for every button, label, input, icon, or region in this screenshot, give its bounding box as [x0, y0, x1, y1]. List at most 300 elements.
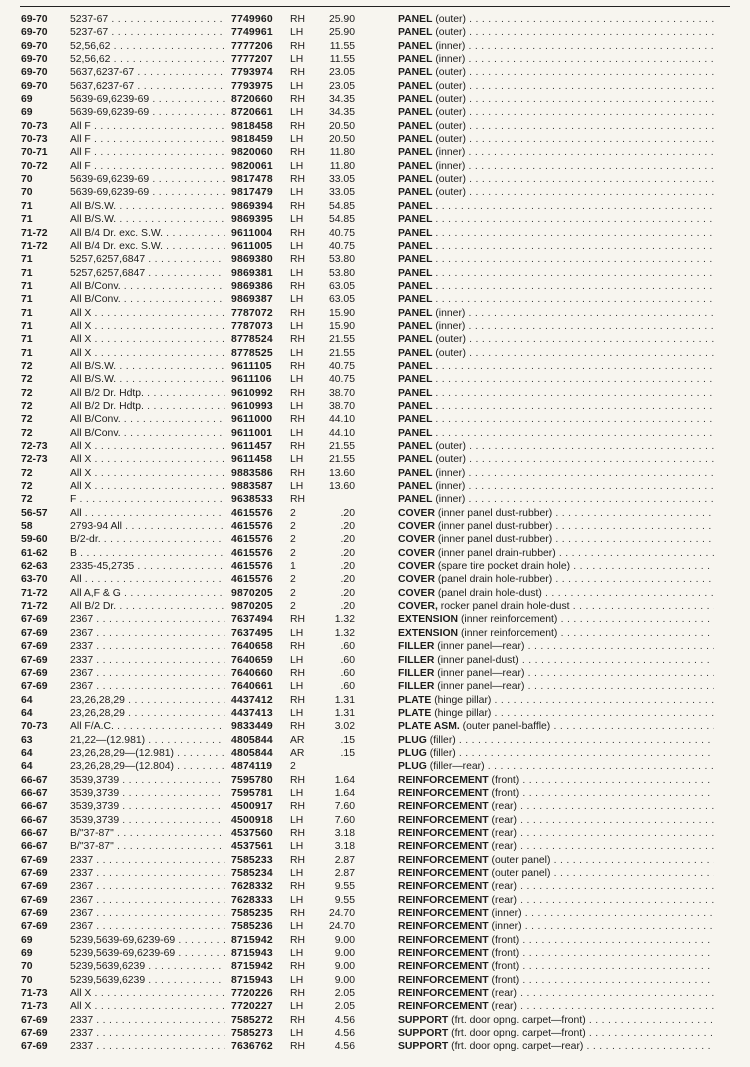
part-number-cell: 7585235 [231, 908, 273, 920]
description-cell [398, 800, 714, 813]
model-cell: All . . . [70, 507, 225, 520]
quantity-cell: RH [290, 40, 306, 52]
year-cell: 69 [21, 934, 33, 946]
year-cell: 59-60 [21, 534, 48, 546]
description-cell [398, 867, 714, 880]
price-cell: 40.75 [328, 374, 355, 386]
year-cell: 67-69 [21, 614, 48, 626]
quantity-cell: LH [290, 374, 304, 386]
list-item [0, 80, 750, 93]
year-cell: 72 [21, 414, 33, 426]
quantity-cell: LH [290, 627, 304, 639]
part-number-cell: 7787073 [231, 320, 273, 332]
model-cell: 5239,5639-69,6239-69 . . . [70, 934, 225, 947]
model-cell: 5639-69,6239-69 . . . [70, 173, 225, 186]
quantity-cell: 2 [290, 601, 296, 613]
year-cell: 67-69 [21, 681, 48, 693]
part-qualifier: (rear) [491, 881, 517, 893]
part-number-cell: 9883587 [231, 481, 273, 493]
description-cell [398, 854, 714, 867]
part-number-cell: 7640659 [231, 654, 273, 666]
year-cell: 69-70 [21, 14, 48, 25]
part-number-cell: 8778525 [231, 347, 273, 359]
model-cell: All B/S.W. . . . [70, 200, 225, 213]
part-qualifier: (filler) [429, 747, 456, 759]
part-number-cell: 7636762 [231, 1041, 273, 1053]
quantity-cell: 2 [290, 547, 296, 559]
description-cell [398, 40, 714, 53]
quantity-cell: RH [290, 414, 306, 426]
price-cell: .60 [340, 667, 355, 679]
model-cell: All X . . . [70, 307, 225, 320]
quantity-cell: RH [290, 881, 306, 893]
part-name: COVER [398, 561, 435, 573]
part-name: PANEL [398, 27, 433, 39]
part-number-cell: 9610993 [231, 400, 273, 412]
price-cell: 3.02 [334, 721, 355, 733]
part-number-cell: 4500917 [231, 801, 273, 813]
list-item [0, 267, 750, 280]
quantity-cell: LH [290, 427, 304, 439]
year-cell: 71-72 [21, 240, 48, 252]
model-cell: 2335-45,2735 . . . [70, 560, 225, 573]
year-cell: 72 [21, 427, 33, 439]
year-cell: 70-72 [21, 160, 48, 172]
list-item [0, 640, 750, 653]
model-cell: 5239,5639,6239 . . . [70, 974, 225, 987]
part-name: COVER [398, 587, 435, 599]
part-qualifier: (outer panel-baffle) [462, 721, 551, 733]
price-cell: 24.70 [328, 921, 355, 933]
model-cell: 2337 . . . [70, 867, 225, 880]
price-cell: 2.87 [334, 854, 355, 866]
list-item [0, 694, 750, 707]
model-cell: All B/Conv. . . . [70, 280, 225, 293]
model-cell: All X . . . [70, 453, 225, 466]
description-cell [398, 333, 714, 346]
part-number-cell: 4537561 [231, 841, 273, 853]
year-cell: 71 [21, 200, 33, 212]
price-cell: 63.05 [328, 294, 355, 306]
price-cell: 24.70 [328, 908, 355, 920]
year-cell: 70 [21, 961, 33, 973]
part-number-cell: 9611458 [231, 454, 273, 466]
part-name: FILLER [398, 654, 435, 666]
year-cell: 69-70 [21, 54, 48, 66]
description-cell [398, 146, 714, 159]
quantity-cell: RH [290, 1041, 306, 1053]
model-cell: B . . . [70, 547, 225, 560]
part-qualifier: (frt. door opng. carpet—front) [451, 1028, 586, 1040]
list-item [0, 93, 750, 106]
part-qualifier: (inner) [435, 307, 466, 319]
part-number-cell: 7585233 [231, 854, 273, 866]
description-cell [398, 640, 714, 653]
part-qualifier: (outer) [435, 334, 466, 346]
list-item [0, 720, 750, 733]
part-name: PANEL [398, 107, 433, 119]
list-item [0, 654, 750, 667]
year-cell: 67-69 [21, 868, 48, 879]
part-number-cell: 9611105 [231, 360, 272, 372]
year-cell: 67-69 [21, 627, 48, 639]
price-cell: 4.56 [334, 1014, 355, 1026]
description-cell [398, 347, 714, 360]
model-cell: 2793-94 All . . . [70, 520, 225, 533]
quantity-cell: LH [290, 80, 304, 92]
year-cell: 66-67 [21, 827, 48, 839]
part-qualifier: (hinge pillar) [434, 707, 492, 719]
description-cell [398, 66, 714, 79]
model-cell: 5639-69,6239-69 . . . [70, 106, 225, 119]
part-qualifier: (outer) [435, 454, 466, 466]
part-number-cell: 8715943 [231, 948, 273, 960]
price-cell: 15.90 [328, 320, 355, 332]
quantity-cell: RH [290, 227, 306, 239]
part-number-cell: 7787072 [231, 307, 273, 319]
price-cell: 21.55 [328, 454, 355, 466]
price-cell: .20 [340, 547, 355, 559]
part-name: REINFORCEMENT [398, 801, 489, 813]
model-cell: 2367 . . . [70, 627, 225, 640]
part-qualifier: (outer) [435, 441, 466, 452]
part-number-cell: 9820060 [231, 147, 273, 159]
model-cell: 5237-67 . . . [70, 13, 225, 26]
year-cell: 69-70 [21, 27, 48, 39]
year-cell: 67-69 [21, 881, 48, 893]
model-cell: All X . . . [70, 333, 225, 346]
part-name: PANEL [398, 40, 433, 52]
quantity-cell: LH [290, 814, 304, 826]
part-qualifier: (inner) [435, 481, 466, 493]
part-name: PANEL [398, 160, 433, 172]
part-number-cell: 7595781 [231, 787, 273, 799]
price-cell: 15.90 [328, 307, 355, 319]
model-cell: 2337 . . . [70, 1040, 225, 1053]
year-cell: 67-69 [21, 908, 48, 920]
part-name: PANEL [398, 400, 433, 412]
part-qualifier: (inner) [491, 921, 522, 933]
part-qualifier: (front) [491, 774, 520, 786]
list-item [0, 493, 750, 506]
year-cell: 64 [21, 747, 33, 759]
year-cell: 70-73 [21, 721, 48, 733]
part-qualifier: (inner panel drain-rubber) [437, 547, 556, 559]
part-name: COVER [398, 574, 435, 586]
part-qualifier: (inner panel dust-rubber) [437, 534, 553, 546]
part-name: PANEL [398, 187, 433, 199]
price-cell: .15 [340, 734, 355, 746]
list-item [0, 186, 750, 199]
part-number-cell: 7585273 [231, 1028, 273, 1040]
part-name: PLUG [398, 761, 427, 773]
list-item [0, 960, 750, 973]
year-cell: 71 [21, 347, 33, 359]
part-name: PANEL [398, 307, 433, 319]
part-number-cell: 4615576 [231, 521, 273, 533]
part-qualifier: (outer) [435, 347, 466, 359]
price-cell: 34.35 [328, 107, 355, 119]
part-name: REINFORCEMENT [398, 908, 489, 920]
part-qualifier: (filler—rear) [429, 761, 485, 773]
part-number-cell: 7793975 [231, 80, 273, 92]
part-name: PANEL [398, 280, 433, 292]
part-number-cell: 9818459 [231, 134, 273, 146]
model-cell: 2367 . . . [70, 894, 225, 907]
description-cell [398, 387, 714, 400]
price-cell: 11.55 [329, 54, 355, 66]
list-item [0, 227, 750, 240]
list-item [0, 280, 750, 293]
model-cell: All X . . . [70, 1000, 225, 1013]
model-cell: 5237-67 . . . [70, 26, 225, 39]
price-cell: 21.55 [328, 441, 355, 452]
part-number-cell: 7585272 [231, 1014, 273, 1026]
description-cell [398, 613, 714, 626]
model-cell: 5637,6237-67 . . . [70, 66, 225, 79]
quantity-cell: 1 [290, 561, 296, 573]
part-name: PANEL [398, 174, 433, 186]
year-cell: 70-71 [21, 147, 48, 159]
description-cell [398, 1027, 714, 1040]
price-cell: 38.70 [328, 400, 355, 412]
list-item [0, 734, 750, 747]
list-item [0, 387, 750, 400]
part-name: PANEL [398, 54, 433, 66]
list-item [0, 667, 750, 680]
year-cell: 67-69 [21, 667, 48, 679]
part-qualifier: (hinge pillar) [434, 694, 492, 706]
model-cell: All X . . . [70, 347, 225, 360]
part-name: PANEL [398, 200, 433, 212]
model-cell: 2367 . . . [70, 667, 225, 680]
quantity-cell: RH [290, 641, 306, 653]
part-name: PLUG [398, 734, 427, 746]
list-item [0, 173, 750, 186]
description-cell [398, 840, 714, 853]
description-cell [398, 293, 714, 306]
description-cell [398, 307, 714, 320]
quantity-cell: RH [290, 334, 306, 346]
part-qualifier: (inner) [435, 494, 466, 506]
quantity-cell: RH [290, 908, 306, 920]
description-cell [398, 427, 714, 440]
model-cell: 21,22—(12.981) . . . [70, 734, 225, 747]
description-cell [398, 480, 714, 493]
list-item [0, 934, 750, 947]
part-name: PANEL [398, 240, 433, 252]
part-name: FILLER [398, 667, 435, 679]
quantity-cell: LH [290, 681, 304, 693]
top-rule [20, 6, 730, 7]
model-cell: B/"37-87" . . . [70, 827, 225, 840]
quantity-cell: 2 [290, 574, 296, 586]
part-qualifier: (inner panel-dust) [437, 654, 519, 666]
part-number-cell: 4805844 [231, 734, 273, 746]
part-number-cell: 7595780 [231, 774, 273, 786]
year-cell: 56-57 [21, 507, 48, 519]
quantity-cell: 2 [290, 521, 296, 533]
price-cell: 11.80 [329, 160, 355, 172]
year-cell: 69 [21, 948, 33, 960]
model-cell: 52,56,62 . . . [70, 53, 225, 66]
year-cell: 72 [21, 387, 33, 399]
description-cell [398, 680, 714, 693]
part-name: REINFORCEMENT [398, 961, 489, 973]
part-name: PANEL [398, 320, 433, 332]
part-number-cell: 7637495 [231, 627, 273, 639]
model-cell: All X . . . [70, 467, 225, 480]
model-cell: All B/S.W. . . . [70, 360, 225, 373]
quantity-cell: LH [290, 707, 304, 719]
part-number-cell: 7720227 [231, 1001, 273, 1013]
list-item [0, 507, 750, 520]
description-cell [398, 467, 714, 480]
model-cell: All B/S.W. . . . [70, 373, 225, 386]
part-name: PANEL [398, 347, 433, 359]
year-cell: 71-72 [21, 227, 48, 239]
description-cell [398, 520, 714, 533]
part-number-cell: 9611005 [231, 240, 273, 252]
description-cell [398, 814, 714, 827]
part-number-cell: 9610992 [231, 387, 273, 399]
part-name: REINFORCEMENT [398, 774, 489, 786]
part-name: REINFORCEMENT [398, 841, 489, 853]
list-item [0, 453, 750, 466]
quantity-cell: RH [290, 200, 306, 212]
list-item [0, 160, 750, 173]
year-cell: 70-73 [21, 120, 48, 132]
part-number-cell: 9611457 [231, 441, 273, 452]
description-cell [398, 734, 714, 747]
part-name: EXTENSION [398, 614, 459, 626]
description-cell [398, 934, 714, 947]
part-name: COVER [398, 521, 435, 533]
quantity-cell: RH [290, 721, 306, 733]
model-cell: 3539,3739 . . . [70, 774, 225, 787]
part-number-cell: 7637494 [231, 614, 273, 626]
description-cell [398, 960, 714, 973]
list-item [0, 1027, 750, 1040]
description-cell [398, 133, 714, 146]
model-cell: All A,F & G . . . [70, 587, 225, 600]
list-item [0, 13, 750, 26]
price-cell: 33.05 [328, 187, 355, 199]
year-cell: 71-73 [21, 988, 48, 1000]
quantity-cell: RH [290, 67, 306, 79]
part-number-cell: 9611001 [231, 427, 273, 439]
model-cell: 23,26,28,29—(12.804) . . . [70, 760, 225, 773]
part-qualifier: (outer) [435, 120, 466, 132]
part-name: FILLER [398, 681, 435, 693]
price-cell: 53.80 [328, 254, 355, 266]
model-cell: 5257,6257,6847 . . . [70, 253, 225, 266]
price-cell: 53.80 [328, 267, 355, 279]
quantity-cell: RH [290, 667, 306, 679]
quantity-cell: LH [290, 240, 304, 252]
part-name: REINFORCEMENT [398, 814, 489, 826]
description-cell [398, 573, 714, 586]
year-cell: 71 [21, 267, 33, 279]
price-cell: 40.75 [328, 360, 355, 372]
quantity-cell: LH [290, 160, 304, 172]
model-cell: 5239,5639,6239 . . . [70, 960, 225, 973]
description-cell [398, 667, 714, 680]
list-item [0, 840, 750, 853]
part-name: REINFORCEMENT [398, 787, 489, 799]
quantity-cell: LH [290, 974, 304, 986]
part-name: EXTENSION [398, 627, 459, 639]
part-number-cell: 4615576 [231, 561, 273, 573]
part-qualifier: (front) [491, 787, 520, 799]
year-cell: 69-70 [21, 80, 48, 92]
list-item [0, 440, 750, 453]
part-qualifier: (outer) [435, 187, 466, 199]
list-item [0, 360, 750, 373]
price-cell: 1.31 [334, 694, 355, 706]
part-qualifier: (inner) [435, 320, 466, 332]
price-cell: 21.55 [328, 347, 355, 359]
part-number-cell: 8720660 [231, 94, 273, 106]
list-item [0, 400, 750, 413]
description-cell [398, 1040, 714, 1053]
list-item [0, 1040, 750, 1053]
price-cell: 11.55 [329, 40, 355, 52]
part-name: PANEL [398, 294, 433, 306]
price-cell: 1.64 [334, 787, 355, 799]
model-cell: All F/A.C. . . . [70, 720, 225, 733]
model-cell: All F . . . [70, 120, 225, 133]
part-qualifier: (inner panel dust-rubber) [437, 507, 553, 519]
list-item [0, 867, 750, 880]
year-cell: 66-67 [21, 814, 48, 826]
description-cell [398, 907, 714, 920]
part-number-cell: 9869381 [231, 267, 273, 279]
description-cell [398, 827, 714, 840]
list-item [0, 467, 750, 480]
model-cell: 2367 . . . [70, 880, 225, 893]
price-cell: .60 [340, 681, 355, 693]
price-cell: 4.56 [334, 1028, 355, 1040]
model-cell: 5637,6237-67 . . . [70, 80, 225, 93]
list-item [0, 40, 750, 53]
part-qualifier: (rear) [491, 841, 517, 853]
year-cell: 72 [21, 400, 33, 412]
model-cell: All X . . . [70, 480, 225, 493]
description-cell [398, 880, 714, 893]
quantity-cell: 2 [290, 534, 296, 546]
list-item [0, 320, 750, 333]
list-item [0, 987, 750, 1000]
part-name: PLATE [398, 694, 432, 706]
part-qualifier: (inner) [435, 467, 466, 479]
year-cell: 69 [21, 94, 33, 106]
description-cell [398, 453, 714, 466]
part-name: PLATE [398, 707, 432, 719]
part-qualifier: (inner) [435, 40, 466, 52]
quantity-cell: 2 [290, 507, 296, 519]
year-cell: 72 [21, 467, 33, 479]
year-cell: 66-67 [21, 801, 48, 813]
part-number-cell: 4874119 [231, 761, 273, 773]
year-cell: 72 [21, 494, 33, 506]
part-name: PANEL [398, 214, 433, 226]
part-number-cell: 7777206 [231, 40, 273, 52]
part-qualifier: (inner) [435, 147, 466, 159]
year-cell: 70 [21, 174, 33, 186]
year-cell: 67-69 [21, 921, 48, 933]
part-name: COVER [398, 507, 435, 519]
